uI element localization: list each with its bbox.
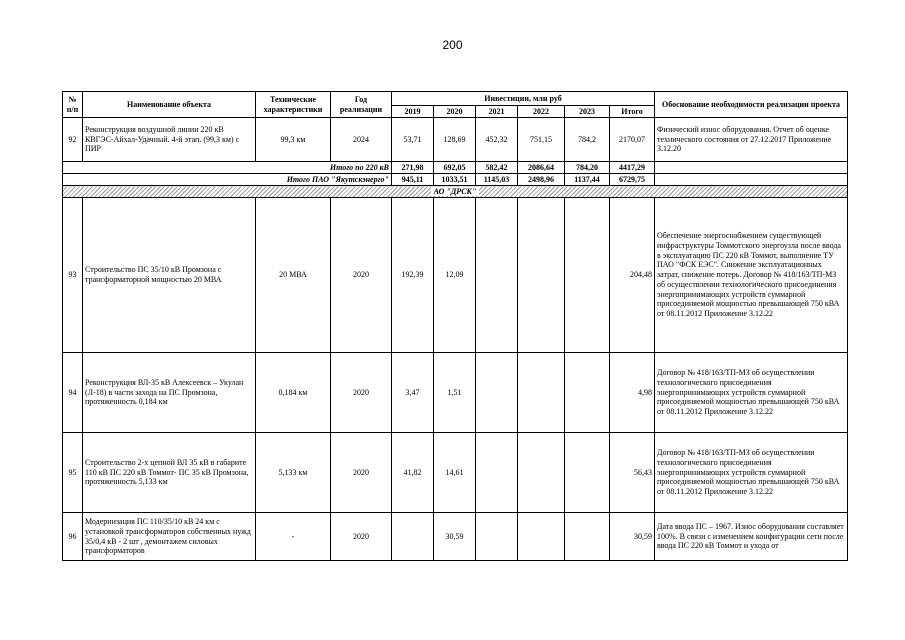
impl-year: 2020 (331, 433, 392, 513)
subtotal-row (63, 162, 848, 174)
subtotal-row (63, 174, 848, 186)
object-name: Строительство ПС 35/10 кВ Промзона с трансформаторной мощностью 20 МВА (83, 198, 256, 353)
subtotal-empty (655, 162, 848, 174)
value-2022 (518, 433, 565, 513)
tech-spec: 99,3 км (256, 118, 331, 162)
value-2020: 14,61 (434, 433, 476, 513)
subtotal-2021: 582,42 (476, 162, 518, 174)
value-2021 (476, 513, 518, 561)
value-2023 (565, 433, 610, 513)
value-2021 (476, 433, 518, 513)
table-row (63, 513, 848, 561)
subtotal-total: 6729,75 (610, 174, 655, 186)
justification: Договор № 418/163/ТП-МЗ об осуществлении технологического присоединения энергопринимающих устройств суммарной присоединяемой мощностью превышающей 750 кВА от 08.11.2012 Приложение 3.12.22 (655, 433, 848, 513)
value-2023 (565, 353, 610, 433)
col-header-justification: Обоснование необходимости реализации проекта (655, 92, 848, 118)
value-2021: 452,32 (476, 118, 518, 162)
subtotal-2019: 271,98 (392, 162, 434, 174)
object-name: Реконструкция воздушной линии 220 кВ КВГЭС-Айхал-Удачный. 4-й этап. (99,3 км) с ПИР (83, 118, 256, 162)
row-num: 96 (63, 513, 83, 561)
value-2019: 3,47 (392, 353, 434, 433)
value-2020: 12,09 (434, 198, 476, 353)
investment-table (62, 91, 848, 561)
table-row (63, 198, 848, 353)
subtotal-2020: 692,05 (434, 162, 476, 174)
subtotal-label: Итого ПАО "Якутскэнерго" (63, 174, 392, 186)
col-header-num: № п/п (63, 92, 83, 118)
value-2020: 30,59 (434, 513, 476, 561)
justification: Договор № 418/163/ТП-МЗ об осуществлении технологического присоединения энергопринимающих устройств суммарной присоединяемой мощностью превышающей 750 кВА от 08.11.2012 Приложение 3.12.22 (655, 353, 848, 433)
col-header-total: Итого (610, 106, 655, 118)
value-2019: 41,82 (392, 433, 434, 513)
value-2019 (392, 513, 434, 561)
col-header-name: Наименование объекта (83, 92, 256, 118)
impl-year: 2024 (331, 118, 392, 162)
value-2020: 128,69 (434, 118, 476, 162)
value-total: 204,48 (610, 198, 655, 353)
impl-year: 2020 (331, 353, 392, 433)
col-header-year-2022: 2022 (518, 106, 565, 118)
value-2021 (476, 353, 518, 433)
object-name: Реконструкция ВЛ-35 кВ Алексеевск – Укулан (Л-18) в части захода на ПС Промзона, протяженность 0,184 км (83, 353, 256, 433)
subtotal-2019: 945,11 (392, 174, 434, 186)
tech-spec: 0,184 км (256, 353, 331, 433)
justification: Обеспечение энергоснабжением существующей инфраструктуры Томмотского энергоузла после ввода в эксплуатацию ПС 220 кВ Томмот, выполнение ТУ ПАО "ФСК ЕЭС". Снижение эксплуатационных затрат, снижение потерь. Договор № 418/163/ТП-МЗ об осуществлении технологического присоединения энергопринимающих устройств суммарной присоединяемой мощностью превышающей 750 кВА от 08.11.2012 Приложение 3.12.22 (655, 198, 848, 353)
col-header-tech: Технические характеристики (256, 92, 331, 118)
section-row (63, 186, 848, 198)
table-row (63, 433, 848, 513)
impl-year: 2020 (331, 198, 392, 353)
object-name: Строительство 2-х цепной ВЛ 35 кВ в габарите 110 кВ ПС 220 кВ Томмот- ПС 35 кВ Промзона, протяженность 5,133 км (83, 433, 256, 513)
section-title: АО "ДРСК" (431, 187, 480, 196)
col-header-year: Год реализации (331, 92, 392, 118)
justification: Дата ввода ПС – 1967. Износ оборудования составляет 100%. В связи с изменением конфигурации сети после ввода ПС 220 кВ Томмот и ухода от (655, 513, 848, 561)
object-name: Модернизация ПС 110/35/10 кВ 24 км с установкой трансформаторов собственных нужд 35/0,4 кВ - 2 шт , демонтажем силовых трансформаторов (83, 513, 256, 561)
col-header-year-2021: 2021 (476, 106, 518, 118)
subtotal-2023: 784,20 (565, 162, 610, 174)
row-num: 94 (63, 353, 83, 433)
value-2019: 53,71 (392, 118, 434, 162)
value-total: 2170,07 (610, 118, 655, 162)
row-num: 95 (63, 433, 83, 513)
subtotal-2022: 2086,64 (518, 162, 565, 174)
subtotal-empty (655, 174, 848, 186)
subtotal-label: Итого по 220 кВ (63, 162, 392, 174)
page-number: 200 (442, 38, 463, 52)
row-num: 93 (63, 198, 83, 353)
value-2022: 751,15 (518, 118, 565, 162)
subtotal-total: 4417,29 (610, 162, 655, 174)
impl-year: 2020 (331, 513, 392, 561)
tech-spec: 5,133 км (256, 433, 331, 513)
value-2021 (476, 198, 518, 353)
col-header-year-2020: 2020 (434, 106, 476, 118)
justification: Физический износ оборудования. Отчет об оценке технического состояния от 27.12.2017 Приложение 3.12.20 (655, 118, 848, 162)
value-2020: 1,51 (434, 353, 476, 433)
subtotal-2022: 2498,96 (518, 174, 565, 186)
table-row (63, 353, 848, 433)
table-row (63, 118, 848, 162)
value-2023 (565, 513, 610, 561)
value-2022 (518, 198, 565, 353)
subtotal-2020: 1033,51 (434, 174, 476, 186)
tech-spec: - (256, 513, 331, 561)
value-total: 4,98 (610, 353, 655, 433)
value-2022 (518, 513, 565, 561)
value-2022 (518, 353, 565, 433)
tech-spec: 20 МВА (256, 198, 331, 353)
row-num: 92 (63, 118, 83, 162)
value-2023 (565, 198, 610, 353)
value-total: 30,59 (610, 513, 655, 561)
col-header-year-2023: 2023 (565, 106, 610, 118)
col-header-year-2019: 2019 (392, 106, 434, 118)
value-2019: 192,39 (392, 198, 434, 353)
subtotal-2023: 1137,44 (565, 174, 610, 186)
subtotal-2021: 1145,03 (476, 174, 518, 186)
col-header-invest: Инвестиции, млн руб (392, 92, 655, 106)
value-2023: 784,2 (565, 118, 610, 162)
value-total: 56,43 (610, 433, 655, 513)
